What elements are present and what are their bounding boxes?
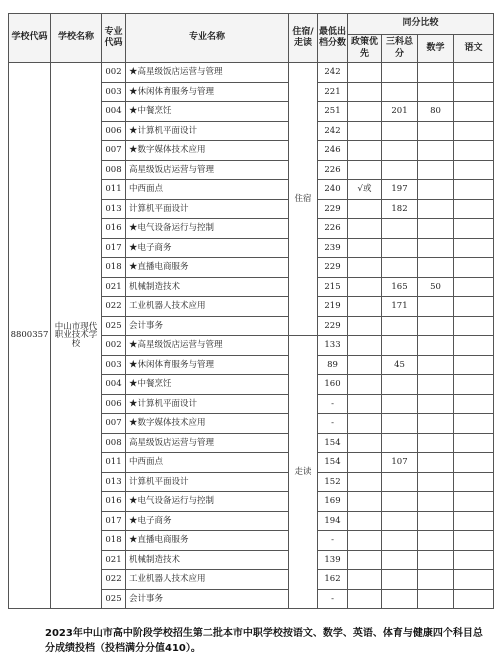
- three-total-cell: 197: [382, 180, 418, 200]
- star-icon: ★: [129, 145, 138, 155]
- major-code-cell: 022: [102, 297, 126, 317]
- major-code-cell: 016: [102, 219, 126, 239]
- min-score-cell: 219: [318, 297, 348, 317]
- three-total-cell: 107: [382, 453, 418, 473]
- math-cell: 50: [418, 277, 454, 297]
- major-name-cell: [126, 433, 289, 453]
- three-total-cell: [382, 121, 418, 141]
- min-score-cell: 89: [318, 355, 348, 375]
- chinese-cell: [454, 414, 494, 434]
- math-cell: [418, 511, 454, 531]
- major-code-cell: 025: [102, 316, 126, 336]
- major-name-label: 直播电商服务: [137, 535, 189, 545]
- major-code-cell: 008: [102, 433, 126, 453]
- major-name-label: 电气设备运行与控制: [137, 496, 215, 506]
- major-name-cell: [126, 219, 289, 239]
- three-total-cell: [382, 472, 418, 492]
- chinese-cell: [454, 238, 494, 258]
- major-name-cell: [126, 141, 289, 161]
- chinese-cell: [454, 570, 494, 590]
- three-total-cell: 182: [382, 199, 418, 219]
- math-cell: [418, 589, 454, 609]
- min-score-cell: 152: [318, 472, 348, 492]
- major-name-label: 电气设备运行与控制: [137, 223, 215, 233]
- chinese-cell: [454, 102, 494, 122]
- major-name-cell: [126, 82, 289, 102]
- major-name-cell: [126, 511, 289, 531]
- star-icon: ★: [129, 223, 138, 233]
- three-total-cell: [382, 238, 418, 258]
- chinese-cell: [454, 82, 494, 102]
- chinese-cell: [454, 511, 494, 531]
- min-score-cell: 160: [318, 375, 348, 395]
- major-name-label: 数字媒体技术应用: [137, 418, 206, 428]
- star-icon: ★: [129, 262, 138, 272]
- chinese-cell: [454, 472, 494, 492]
- major-code-cell: 003: [102, 82, 126, 102]
- star-icon: ★: [129, 242, 138, 253]
- min-score-cell: 240: [318, 180, 348, 200]
- chinese-cell: [454, 258, 494, 278]
- major-name-label: 电子商务: [137, 515, 172, 526]
- star-icon: ★: [129, 340, 138, 350]
- star-icon: ★: [129, 398, 138, 409]
- major-name-label: 工业机器人技术应用: [129, 301, 206, 311]
- min-score-cell: -: [318, 589, 348, 609]
- min-score-cell: 133: [318, 336, 348, 356]
- policy-cell: [348, 199, 382, 219]
- three-total-cell: [382, 492, 418, 512]
- policy-cell: [348, 277, 382, 297]
- header-major-code: 专业代码: [102, 14, 126, 63]
- policy-cell: [348, 472, 382, 492]
- major-code-cell: 013: [102, 199, 126, 219]
- chinese-cell: [454, 492, 494, 512]
- min-score-cell: 215: [318, 277, 348, 297]
- three-total-cell: 201: [382, 102, 418, 122]
- major-name-cell: [126, 297, 289, 317]
- policy-cell: √或: [348, 180, 382, 200]
- three-total-cell: [382, 550, 418, 570]
- min-score-cell: 194: [318, 511, 348, 531]
- major-name-label: 电子商务: [137, 242, 172, 253]
- chinese-cell: [454, 433, 494, 453]
- math-cell: [418, 336, 454, 356]
- policy-cell: [348, 336, 382, 356]
- math-cell: [418, 63, 454, 83]
- math-cell: [418, 492, 454, 512]
- math-cell: [418, 394, 454, 414]
- header-board-mode: 住宿/走读: [289, 14, 318, 63]
- major-name-cell: [126, 550, 289, 570]
- major-code-cell: 006: [102, 394, 126, 414]
- math-cell: [418, 141, 454, 161]
- major-name-cell: [126, 102, 289, 122]
- math-cell: [418, 258, 454, 278]
- chinese-cell: [454, 180, 494, 200]
- major-code-cell: 004: [102, 375, 126, 395]
- major-name-cell: [126, 238, 289, 258]
- major-name-cell: [126, 394, 289, 414]
- star-icon: ★: [129, 67, 138, 77]
- chinese-cell: [454, 199, 494, 219]
- math-cell: [418, 238, 454, 258]
- major-name-cell: [126, 355, 289, 375]
- math-cell: [418, 433, 454, 453]
- major-name-cell: [126, 258, 289, 278]
- chinese-cell: [454, 355, 494, 375]
- three-total-cell: [382, 160, 418, 180]
- chinese-cell: [454, 453, 494, 473]
- major-name-label: 高星级饭店运营与管理: [129, 164, 215, 175]
- three-total-cell: 165: [382, 277, 418, 297]
- major-code-cell: 018: [102, 258, 126, 278]
- policy-cell: [348, 433, 382, 453]
- major-code-cell: 011: [102, 180, 126, 200]
- min-score-cell: 242: [318, 63, 348, 83]
- major-name-label: 高星级饭店运营与管理: [137, 67, 223, 77]
- major-name-label: 工业机器人技术应用: [129, 574, 206, 584]
- major-name-cell: [126, 160, 289, 180]
- chinese-cell: [454, 63, 494, 83]
- star-icon: ★: [129, 496, 138, 506]
- math-cell: [418, 375, 454, 395]
- three-total-cell: [382, 433, 418, 453]
- major-code-cell: 018: [102, 531, 126, 551]
- major-name-label: 机械制造技术: [129, 554, 181, 565]
- policy-cell: [348, 589, 382, 609]
- policy-cell: [348, 511, 382, 531]
- three-total-cell: [382, 219, 418, 239]
- policy-cell: [348, 258, 382, 278]
- policy-cell: [348, 316, 382, 336]
- major-name-label: 中餐烹饪: [137, 379, 172, 389]
- chinese-cell: [454, 394, 494, 414]
- min-score-cell: 226: [318, 219, 348, 239]
- three-total-cell: [382, 375, 418, 395]
- policy-cell: [348, 453, 382, 473]
- major-code-cell: 007: [102, 141, 126, 161]
- math-cell: [418, 219, 454, 239]
- header-comparison: 同分比较: [348, 14, 494, 35]
- three-total-cell: [382, 141, 418, 161]
- major-name-label: 中西面点: [129, 184, 164, 194]
- admission-sheet: [8, 13, 493, 609]
- admission-table: [8, 13, 494, 609]
- policy-cell: [348, 550, 382, 570]
- chinese-cell: [454, 336, 494, 356]
- major-code-cell: 002: [102, 336, 126, 356]
- header-chinese: 语文: [454, 35, 494, 63]
- major-name-label: 会计事务: [129, 593, 164, 604]
- header-three-total: 三科总分: [382, 35, 418, 63]
- star-icon: ★: [129, 379, 138, 389]
- min-score-cell: 239: [318, 238, 348, 258]
- major-name-label: 高星级饭店运营与管理: [129, 437, 215, 448]
- min-score-cell: 221: [318, 82, 348, 102]
- min-score-cell: -: [318, 531, 348, 551]
- major-code-cell: 016: [102, 492, 126, 512]
- star-icon: ★: [129, 418, 138, 428]
- min-score-cell: -: [318, 394, 348, 414]
- header-school-code: 学校代码: [9, 14, 51, 63]
- min-score-cell: 154: [318, 453, 348, 473]
- math-cell: [418, 472, 454, 492]
- school-code-cell: 8800357: [9, 63, 51, 609]
- star-icon: ★: [129, 515, 138, 526]
- major-name-cell: [126, 472, 289, 492]
- min-score-cell: 242: [318, 121, 348, 141]
- three-total-cell: [382, 316, 418, 336]
- major-code-cell: 013: [102, 472, 126, 492]
- header-major-name: 专业名称: [126, 14, 289, 63]
- major-name-cell: [126, 570, 289, 590]
- policy-cell: [348, 570, 382, 590]
- major-name-cell: [126, 277, 289, 297]
- math-cell: 80: [418, 102, 454, 122]
- min-score-cell: 226: [318, 160, 348, 180]
- math-cell: [418, 82, 454, 102]
- math-cell: [418, 297, 454, 317]
- school-name-cell: 中山市现代职业技术学校: [51, 63, 102, 609]
- major-code-cell: 025: [102, 589, 126, 609]
- math-cell: [418, 316, 454, 336]
- major-name-cell: [126, 453, 289, 473]
- policy-cell: [348, 414, 382, 434]
- major-name-cell: [126, 375, 289, 395]
- min-score-cell: 229: [318, 316, 348, 336]
- header-min-score: 最低出档分数: [318, 14, 348, 63]
- policy-cell: [348, 63, 382, 83]
- chinese-cell: [454, 316, 494, 336]
- policy-cell: [348, 297, 382, 317]
- major-name-cell: [126, 531, 289, 551]
- policy-cell: [348, 219, 382, 239]
- table-body: [9, 63, 494, 609]
- min-score-cell: 154: [318, 433, 348, 453]
- header-school-name: 学校名称: [51, 14, 102, 63]
- chinese-cell: [454, 531, 494, 551]
- chinese-cell: [454, 141, 494, 161]
- major-name-label: 高星级饭店运营与管理: [137, 340, 223, 350]
- footnote: 2023年中山市高中阶段学校招生第二批本市中职学校按语文、数学、英语、体育与健康四个科目总分成绩投档（投档满分分值410）。: [45, 628, 483, 654]
- major-code-cell: 008: [102, 160, 126, 180]
- chinese-cell: [454, 375, 494, 395]
- major-name-label: 会计事务: [129, 320, 164, 331]
- major-name-label: 休闲体育服务与管理: [137, 86, 215, 97]
- policy-cell: [348, 160, 382, 180]
- major-name-label: 计算机平面设计: [137, 398, 198, 409]
- chinese-cell: [454, 277, 494, 297]
- major-name-label: 中西面点: [129, 457, 164, 467]
- three-total-cell: 45: [382, 355, 418, 375]
- min-score-cell: -: [318, 414, 348, 434]
- major-name-label: 直播电商服务: [137, 262, 189, 272]
- major-name-label: 计算机平面设计: [129, 476, 189, 487]
- major-code-cell: 022: [102, 570, 126, 590]
- major-name-cell: [126, 63, 289, 83]
- three-total-cell: 171: [382, 297, 418, 317]
- policy-cell: [348, 375, 382, 395]
- major-code-cell: 007: [102, 414, 126, 434]
- chinese-cell: [454, 121, 494, 141]
- major-name-label: 计算机平面设计: [137, 125, 198, 136]
- major-name-cell: [126, 199, 289, 219]
- major-code-cell: 021: [102, 277, 126, 297]
- major-code-cell: 017: [102, 238, 126, 258]
- board-mode-cell: 走读: [289, 336, 318, 609]
- policy-cell: [348, 492, 382, 512]
- min-score-cell: 229: [318, 258, 348, 278]
- major-name-label: 中餐烹饪: [137, 106, 172, 116]
- header-policy: 政策优先: [348, 35, 382, 63]
- policy-cell: [348, 121, 382, 141]
- policy-cell: [348, 102, 382, 122]
- star-icon: ★: [129, 106, 138, 116]
- three-total-cell: [382, 258, 418, 278]
- policy-cell: [348, 82, 382, 102]
- star-icon: ★: [129, 86, 138, 97]
- major-name-cell: [126, 414, 289, 434]
- major-code-cell: 002: [102, 63, 126, 83]
- major-name-cell: [126, 589, 289, 609]
- major-code-cell: 017: [102, 511, 126, 531]
- chinese-cell: [454, 550, 494, 570]
- major-name-label: 数字媒体技术应用: [137, 145, 206, 155]
- major-code-cell: 004: [102, 102, 126, 122]
- three-total-cell: [382, 531, 418, 551]
- major-name-label: 计算机平面设计: [129, 203, 189, 214]
- three-total-cell: [382, 336, 418, 356]
- math-cell: [418, 453, 454, 473]
- min-score-cell: 246: [318, 141, 348, 161]
- table-row: [9, 63, 494, 83]
- policy-cell: [348, 238, 382, 258]
- three-total-cell: [382, 511, 418, 531]
- major-code-cell: 003: [102, 355, 126, 375]
- math-cell: [418, 570, 454, 590]
- policy-cell: [348, 141, 382, 161]
- major-code-cell: 021: [102, 550, 126, 570]
- three-total-cell: [382, 63, 418, 83]
- math-cell: [418, 160, 454, 180]
- math-cell: [418, 199, 454, 219]
- major-name-label: 休闲体育服务与管理: [137, 359, 215, 370]
- star-icon: ★: [129, 125, 138, 136]
- three-total-cell: [382, 589, 418, 609]
- policy-cell: [348, 355, 382, 375]
- chinese-cell: [454, 297, 494, 317]
- min-score-cell: 229: [318, 199, 348, 219]
- major-name-cell: [126, 492, 289, 512]
- major-name-label: 机械制造技术: [129, 281, 181, 292]
- min-score-cell: 139: [318, 550, 348, 570]
- star-icon: ★: [129, 535, 138, 545]
- three-total-cell: [382, 394, 418, 414]
- major-name-cell: [126, 121, 289, 141]
- major-name-cell: [126, 316, 289, 336]
- math-cell: [418, 414, 454, 434]
- math-cell: [418, 531, 454, 551]
- min-score-cell: 169: [318, 492, 348, 512]
- major-code-cell: 006: [102, 121, 126, 141]
- math-cell: [418, 121, 454, 141]
- major-name-cell: [126, 180, 289, 200]
- three-total-cell: [382, 414, 418, 434]
- board-mode-cell: 住宿: [289, 63, 318, 336]
- chinese-cell: [454, 160, 494, 180]
- math-cell: [418, 180, 454, 200]
- header-math: 数学: [418, 35, 454, 63]
- three-total-cell: [382, 82, 418, 102]
- major-code-cell: 011: [102, 453, 126, 473]
- three-total-cell: [382, 570, 418, 590]
- major-name-cell: [126, 336, 289, 356]
- math-cell: [418, 355, 454, 375]
- chinese-cell: [454, 219, 494, 239]
- min-score-cell: 251: [318, 102, 348, 122]
- chinese-cell: [454, 589, 494, 609]
- math-cell: [418, 550, 454, 570]
- star-icon: ★: [129, 359, 138, 370]
- policy-cell: [348, 394, 382, 414]
- min-score-cell: 162: [318, 570, 348, 590]
- policy-cell: [348, 531, 382, 551]
